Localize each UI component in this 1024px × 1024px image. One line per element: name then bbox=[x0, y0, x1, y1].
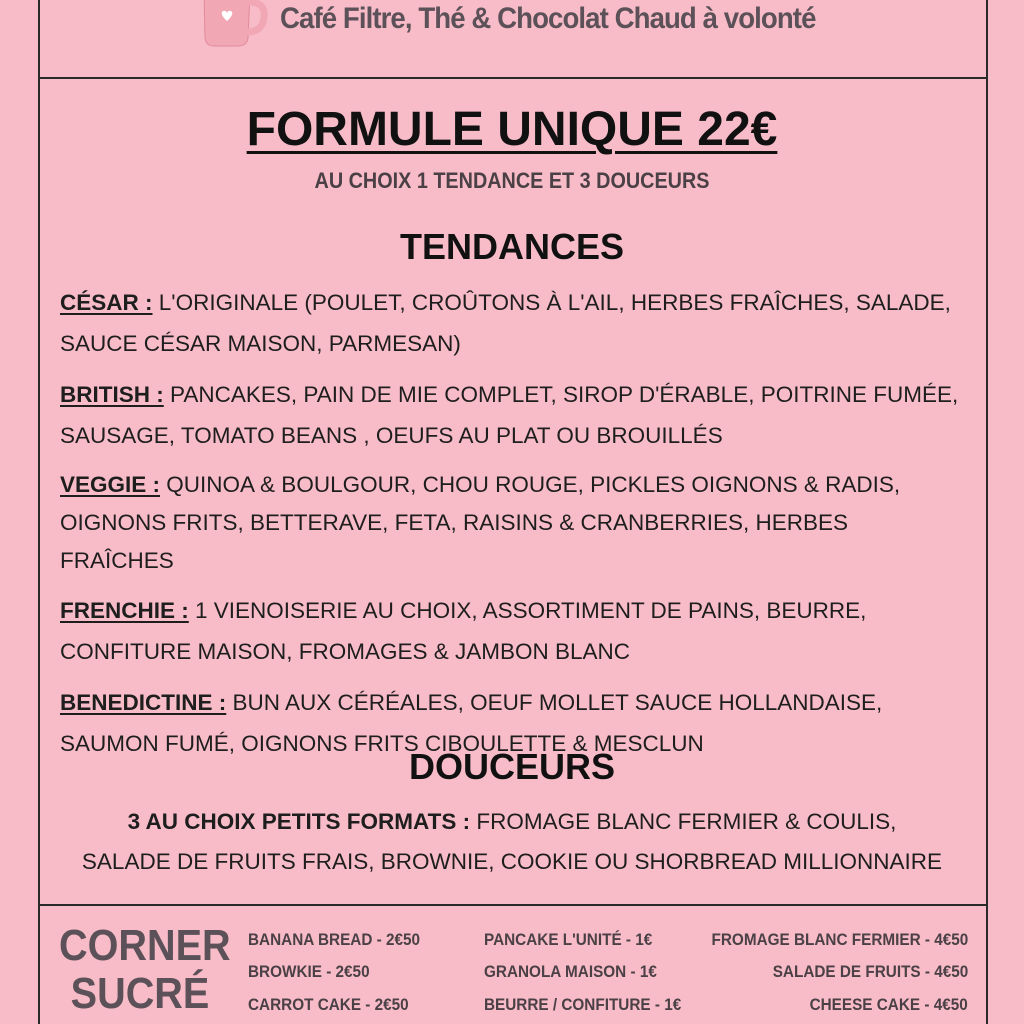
coffee-cup-icon bbox=[200, 0, 270, 52]
list-item-veggie bbox=[60, 466, 960, 580]
tendances-heading: TENDANCES bbox=[399, 226, 624, 267]
item-description: BUN AUX CÉRÉALES, OEUF MOLLET SAUCE HOLLANDAISE, SAUMON FUMÉ, OIGNONS FRITS CIBOULETTE & MESCLUN bbox=[60, 690, 883, 756]
douceurs-lead: 3 AU CHOIX PETITS FORMATS : bbox=[127, 809, 471, 834]
formule-subtitle: AU CHOIX 1 TENDANCE ET 3 DOUCEURS bbox=[314, 168, 710, 193]
corner-item: PANCAKE L'UNITÉ - 1€ bbox=[484, 930, 653, 949]
douceurs-heading: DOUCEURS bbox=[408, 746, 615, 787]
corner-sucre-title bbox=[59, 921, 231, 1018]
corner-item: FROMAGE BLANC FERMIER - 4€50 bbox=[711, 930, 968, 949]
item-name: VEGGIE : bbox=[60, 472, 161, 497]
formule-title: FORMULE UNIQUE 22€ bbox=[246, 103, 778, 156]
corner-title-line-1: CORNER bbox=[59, 921, 231, 970]
header-divider bbox=[38, 77, 988, 79]
corner-divider bbox=[38, 904, 988, 906]
corner-item: SALADE DE FRUITS - 4€50 bbox=[772, 962, 968, 981]
douceurs-text bbox=[0, 802, 1024, 882]
corner-item: CARROT CAKE - 2€50 bbox=[248, 995, 409, 1014]
list-item-cesar bbox=[60, 282, 960, 364]
item-name: CÉSAR : bbox=[60, 290, 153, 315]
item-name: FRENCHIE : bbox=[60, 598, 189, 623]
corner-item: CHEESE CAKE - 4€50 bbox=[809, 995, 968, 1014]
corner-item: BROWKIE - 2€50 bbox=[248, 962, 370, 981]
douceurs-line-2: SALADE DE FRUITS FRAIS, BROWNIE, COOKIE OU SHORBREAD MILLIONNAIRE bbox=[81, 849, 943, 874]
corner-title-line-2: SUCRÉ bbox=[70, 969, 210, 1018]
item-name: BENEDICTINE : bbox=[60, 690, 227, 715]
item-description: QUINOA & BOULGOUR, CHOU ROUGE, PICKLES OIGNONS & RADIS, OIGNONS FRITS, BETTERAVE, FETA, RAISINS & CRANBERRIES, HERBES FRAÎCHES bbox=[60, 472, 901, 573]
douceurs-line-1-text: FROMAGE BLANC FERMIER & COULIS, bbox=[470, 809, 897, 834]
corner-item: BANANA BREAD - 2€50 bbox=[248, 930, 421, 949]
corner-item: BEURRE / CONFITURE - 1€ bbox=[484, 995, 682, 1014]
item-description: L'ORIGINALE (POULET, CROÛTONS À L'AIL, HERBES FRAÎCHES, SALADE, SAUCE CÉSAR MAISON, PARMESAN) bbox=[60, 290, 951, 356]
header-drinks-text: Café Filtre, Thé & Chocolat Chaud à volonté bbox=[280, 2, 816, 35]
list-item-british bbox=[60, 374, 960, 456]
list-item-frenchie bbox=[60, 590, 960, 672]
item-description: PANCAKES, PAIN DE MIE COMPLET, SIROP D'ÉRABLE, POITRINE FUMÉE, SAUSAGE, TOMATO BEANS , OEUFS AU PLAT OU BROUILLÉS bbox=[60, 382, 959, 448]
douceurs-line-1 bbox=[0, 802, 1024, 842]
corner-item: GRANOLA MAISON - 1€ bbox=[484, 962, 657, 981]
item-description: 1 VIENOISERIE AU CHOIX, ASSORTIMENT DE PAINS, BEURRE, CONFITURE MAISON, FROMAGES & JAMBON BLANC bbox=[60, 598, 867, 664]
tendances-list bbox=[60, 282, 960, 774]
item-name: BRITISH : bbox=[60, 382, 164, 407]
